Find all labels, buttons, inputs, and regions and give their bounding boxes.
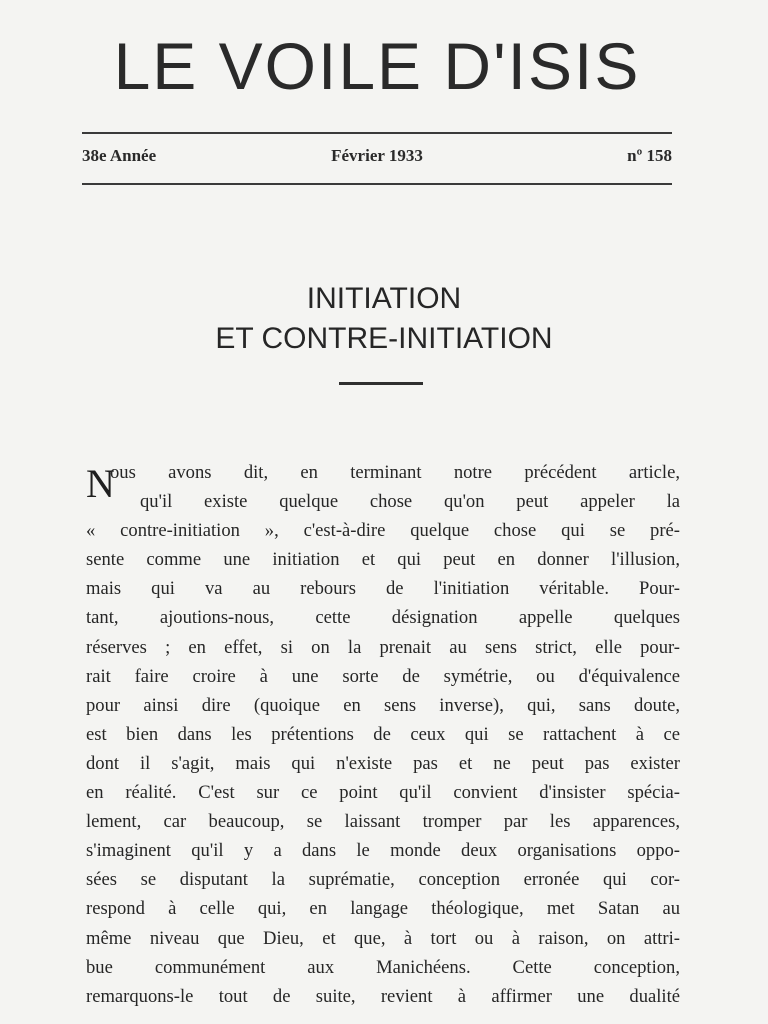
article-body [86,458,680,1011]
drop-cap: N [86,461,115,506]
article-title-line-2: ET CONTRE-INITIATION [215,322,553,355]
body-line: rait faire croire à une sorte de symétrie, ou d'équivalence [86,665,680,687]
body-line: « contre-initiation », c'est-à-dire quelque chose qui se pré- [86,520,680,542]
body-line: mais qui va au rebours de l'initiation véritable. Pour- [86,578,680,600]
body-line: pour ainsi dire (quoique en sens inverse), qui, sans doute, [86,694,680,716]
body-line: sées se disputant la suprématie, conception erronée qui cor- [86,869,680,891]
masthead-rule-bottom [82,183,672,185]
issue-year: 38e Année [82,146,157,165]
masthead-rule-top [82,132,672,134]
title-divider [339,382,423,385]
issue-number: nº 158 [627,146,672,165]
body-line: tant, ajoutions-nous, cette désignation appelle quelques [86,607,680,629]
body-line: en réalité. C'est sur ce point qu'il convient d'insister spécia- [86,782,680,804]
body-line: dont il s'agit, mais qui n'existe pas et ne peut pas exister [86,752,680,774]
body-line: respond à celle qui, en langage théologique, met Satan au [86,898,680,920]
body-line: bue communément aux Manichéens. Cette conception, [86,956,680,978]
issue-date: Février 1933 [331,146,423,165]
article-title-line-1: INITIATION [306,282,462,315]
body-line: s'imaginent qu'il y a dans le monde deux organisations oppo- [86,840,680,862]
body-line: remarquons-le tout de suite, revient à affirmer une dualité [86,985,680,1007]
journal-masthead: LE VOILE D'ISIS [113,29,641,103]
issue-info-line [82,146,672,172]
body-line: lement, car beaucoup, se laissant tromper par les apparences, [86,811,680,833]
body-line: réserves ; en effet, si on la prenait au sens strict, elle pour- [86,636,680,658]
body-line: est bien dans les prétentions de ceux qui se rattachent à ce [86,723,680,745]
body-line: qu'il existe quelque chose qu'on peut appeler la [140,491,680,513]
body-line: sente comme une initiation et qui peut en donner l'illusion, [86,549,680,571]
body-line: même niveau que Dieu, et que, à tort ou à raison, on attri- [86,927,680,949]
body-line: ous avons dit, en terminant notre précédent article, [110,462,680,483]
